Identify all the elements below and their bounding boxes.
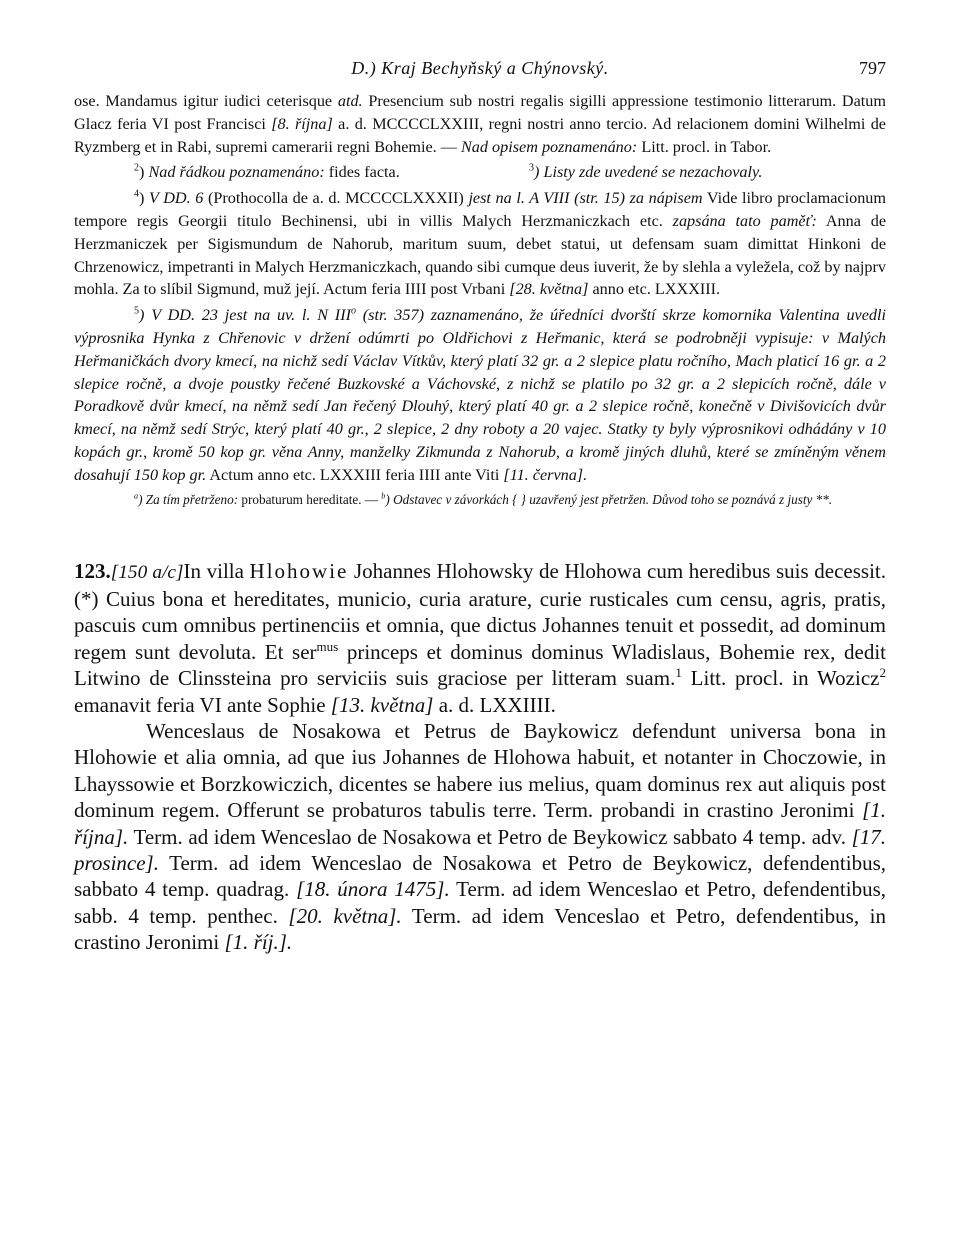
text: a. d. MCCCCLXXIII, regni nostri anno tercio. Ad relacionem domini Wilhelmi de Ryzmberg et in Rabi, supremi camerarii regni Bohemie. —	[74, 114, 886, 156]
text: Actum anno etc. LXXXIII feria IIII ante Viti	[206, 465, 504, 484]
date: [8. října]	[271, 114, 333, 133]
entry-paragraph-2	[74, 718, 886, 956]
text: ose. Mandamus igitur iudici ceterisque	[74, 92, 338, 110]
text: (Prothocolla de a. d. MCCCCLXXXII)	[203, 189, 469, 208]
superscript: mus	[316, 638, 339, 654]
text: In villa	[183, 558, 250, 583]
text: V DD. 6	[149, 189, 204, 208]
text: jest na l. A VIII (str. 15) za nápisem	[468, 189, 703, 208]
text: anno etc. LXXXIII.	[588, 280, 721, 299]
text: fides facta.	[324, 163, 400, 182]
footnote-4: $^4$) V DD. 6 (Prothocolla de a. d. MCCCCLXXXII) jest na l. A VIII (str. 15) za nápisem Vide libro proclamacionum tempore regis Georgii titulo Bechinensi, ubi in villis Malych Herzmaniczkach etc. zapsána tato paměť: Anna de Herzmaniczek per Sigismundum de Nahorub, maritum suum, debet statui, ut defensam suam dimittat Hinkoni de Chrzenowicz, impetranti in Malych Herzmaniczkach, quando sibi cumque deus iuverit, že by slehla a vyleželа, což by najprv mohla. Za to slíbil Sigmund, muž její. Actum feria IIII post Vrbani [28. května] anno etc. LXXXIII.	[74, 188, 887, 299]
text: Za tím přetrženo:	[145, 491, 239, 507]
text: probaturum hereditate. —	[238, 491, 382, 507]
text: Term. ad idem Wenceslao de Nosakowa et Petro de Beykowicz sabbato 4 temp. adv.	[128, 824, 852, 849]
footnote-ref: 2	[879, 665, 886, 681]
text: Odstavec v závorkách { } uzavřený jest přetržen. Důvod toho se poznává z justy **.	[393, 491, 833, 507]
text: Listy zde uvedené se nezachovaly.	[543, 163, 763, 182]
footnote-mark: a	[134, 491, 139, 501]
footnotes-block	[74, 90, 886, 510]
text: Presencium sub nostri regalis sigilli appressione testimonio litterarum. Datum Glacz feria VI post Francisci	[74, 92, 886, 133]
footnote-3: $^3$) Listy zde uvedené se nezachovaly.	[529, 163, 763, 182]
footnotes-a-b	[74, 490, 886, 510]
running-title: D.) Kraj Bechyňský a Chýnovský.	[351, 58, 609, 78]
footnote-mark: 5	[134, 305, 140, 317]
date: [28. května]	[509, 280, 589, 299]
text: Vide libro proclamacionum tempore regis Georgii titulo Bechinensi, ubi in villis Malych Herzmaniczkach etc.	[74, 189, 886, 230]
text: Nad opisem poznamenáno:	[461, 137, 638, 156]
footnote-mark: 3	[529, 163, 535, 174]
text: atd.	[337, 92, 363, 110]
text: Anna de Herzmaniczek per Sigismundum de Nahorub, maritum suum, debet statui, ut defensam suam dimittat Hinkoni de Chrzenowicz, impetranti in Malych Herzmaniczkach, quando sibi cumque deus iuverit, že by slehla a vyleželа, což by najprv mohla. Za to slíbil Sigmund, muž její. Actum feria IIII post Vrbani	[74, 211, 887, 299]
folio-reference: [150 a/c]	[110, 561, 184, 583]
superscript: o	[350, 305, 356, 317]
footnote-mark: b	[381, 491, 386, 501]
running-header	[74, 58, 886, 90]
date: [20. května].	[288, 903, 402, 928]
footnote-1-continuation	[74, 90, 886, 158]
main-entry	[74, 558, 886, 956]
text: V DD. 23 jest na uv. l. N III	[151, 306, 351, 325]
date: [1. říj.].	[224, 930, 293, 955]
text: Nad řádkou poznamenáno:	[148, 163, 325, 182]
text: zapsána tato paměť:	[672, 211, 817, 230]
footnote-5: $^5$) V DD. 23 jest na uv. l. N III$^o$ (str. 357) zaznamenáno, že úředníci dvorští skrze komornika Valentina uvedli výprosnika Hynka z Chřenovic v držení odúmrti po Oldřichovi z Heřmanic, která se podrobněji vypisuje: v Malých Heřmaničkách dvory kmecí, na nichž sedí Václav Vítkův, který platí 32 gr. a 2 slepice platu ročního, Mach platicí 16 gr. a 2 slepice ročně, a dvoje poustky řečené Buzkovské a Váchovské, z nichž se platilo po 32 gr. a 2 slepicích ročně, dále v Poradkově dvůr kmecí, na němž sedí Jan řečený Dlouhý, který platí 40 gr. a 2 slepice ročně, konečně v Divišovicích dvůr kmecí, na němž sedí Strýc, který platí 40 gr., 2 slepice, 2 dny roboty a 20 vajec. Statky ty byly výprosnikovi odhádány v 10 kopách gr., kromě 50 kop gr. věna Anny, manželky Zikmunda z Nahorub, a kromě jiných dluhů, které se zmíněným věnem dosahují 150 kop gr. Actum anno etc. LXXXIII feria IIII ante Viti [11. června].	[74, 305, 887, 484]
footnote-a-b-text: $^a$) Za tím přetrženo: probaturum hereditate. — $^b$) Odstavec v závorkách { } uzavřený jest přetržen. Důvod toho se poznává z justy **.	[134, 491, 833, 507]
text: Term. ad idem Wenceslao et Petro, defendentibus, sabb. 4 temp. penthec.	[74, 877, 886, 928]
text: princeps et dominus dominus Wladislaus, Bohemie rex, dedit Litwino de Clinssteina pro serviciis suis graciose per litteram suam.	[74, 639, 886, 691]
entry-paragraph-1	[74, 558, 886, 718]
text: Wenceslaus de Nosakowa et Petrus de Baykowicz defendunt universa bona in Hlohowie et alia omnia, ad que ius Johannes de Hlohowa habuit, et notanter in Choczowie, in Lhayssowie et Borzkowiczich, dicentes se habere ius melius, quam dominus rex aut aliquis post dominum regem. Offerunt se probaturos tabulis terre. Term. probandi in crastino Jeronimi	[74, 718, 886, 823]
footnotes-2-3	[134, 161, 886, 184]
footnote-ref: 1	[675, 665, 682, 681]
entry-number: 123.	[74, 558, 111, 583]
page-number: 797	[859, 58, 886, 78]
text: Litt. procl. in Tabor.	[637, 137, 772, 156]
place-name: Hlohowie	[249, 558, 349, 583]
date: [18. února 1475].	[296, 877, 450, 902]
date: [13. května]	[330, 692, 434, 717]
date: [11. června].	[503, 465, 588, 484]
footnote-mark: 4	[134, 188, 140, 200]
text: Term. ad idem Wenceslao de Nosakowa et Petro de Beykowicz, defendentibus, sabbato 4 temp. quadrag.	[74, 851, 886, 902]
text: Litt. procl. in Wozicz	[681, 666, 880, 691]
date: [17. prosince].	[74, 824, 886, 876]
footnote-mark: 2	[134, 163, 140, 174]
text: (str. 357) zaznamenáno, že úředníci dvorští skrze komornika Valentina uvedli výprosnika Hynka z Chřenovic v držení odúmrti po Oldřichovi z Heřmanic, která se podrobněji vypisuje: v Malých Heřmaničkách dvory kmecí, na nichž sedí Václav Vítkův, který platí 32 gr. a 2 slepice platu ročního, Mach platicí 16 gr. a 2 slepice ročně, a dvoje poustky řečené Buzkovské a Váchovské, z nichž se platilo po 32 gr. a 2 slepicích ročně, dále v Poradkově dvůr kmecí, na němž sedí Jan řečený Dlouhý, který platí 40 gr. a 2 slepice ročně, konečně v Divišovicích dvůr kmecí, na němž sedí Strýc, který platí 40 gr., 2 slepice, 2 dny roboty a 20 vajec. Statky ty byly výprosnikovi odhádány v 10 kopách gr., kromě 50 kop gr. věna Anny, manželky Zikmunda z Nahorub, a kromě jiných dluhů, které se zmíněným věnem dosahují 150 kop gr.	[74, 306, 887, 484]
date: [1. října].	[74, 798, 886, 849]
document-page	[74, 58, 886, 956]
text: Johannes Hlohowsky de Hlohowa cum heredibus suis decessit.(*) Cuius bona et hereditates, municio, curia arature, curie rusticales cum censu, agris, pratis, pascuis cum omnibus pertinenciis et omnia, que dictus Johannes tenuit et possedit, ad dominum regem sunt devoluta. Et ser	[74, 558, 886, 664]
text: emanavit feria VI ante Sophie	[74, 692, 331, 717]
footnote-2: $^2$) Nad řádkou poznamenáno: fides facta.	[134, 163, 400, 182]
text: Term. ad idem Venceslao et Petro, defendentibus, in crastino Jeronimi	[74, 903, 886, 955]
text: a. d. LXXIIII.	[433, 692, 556, 717]
